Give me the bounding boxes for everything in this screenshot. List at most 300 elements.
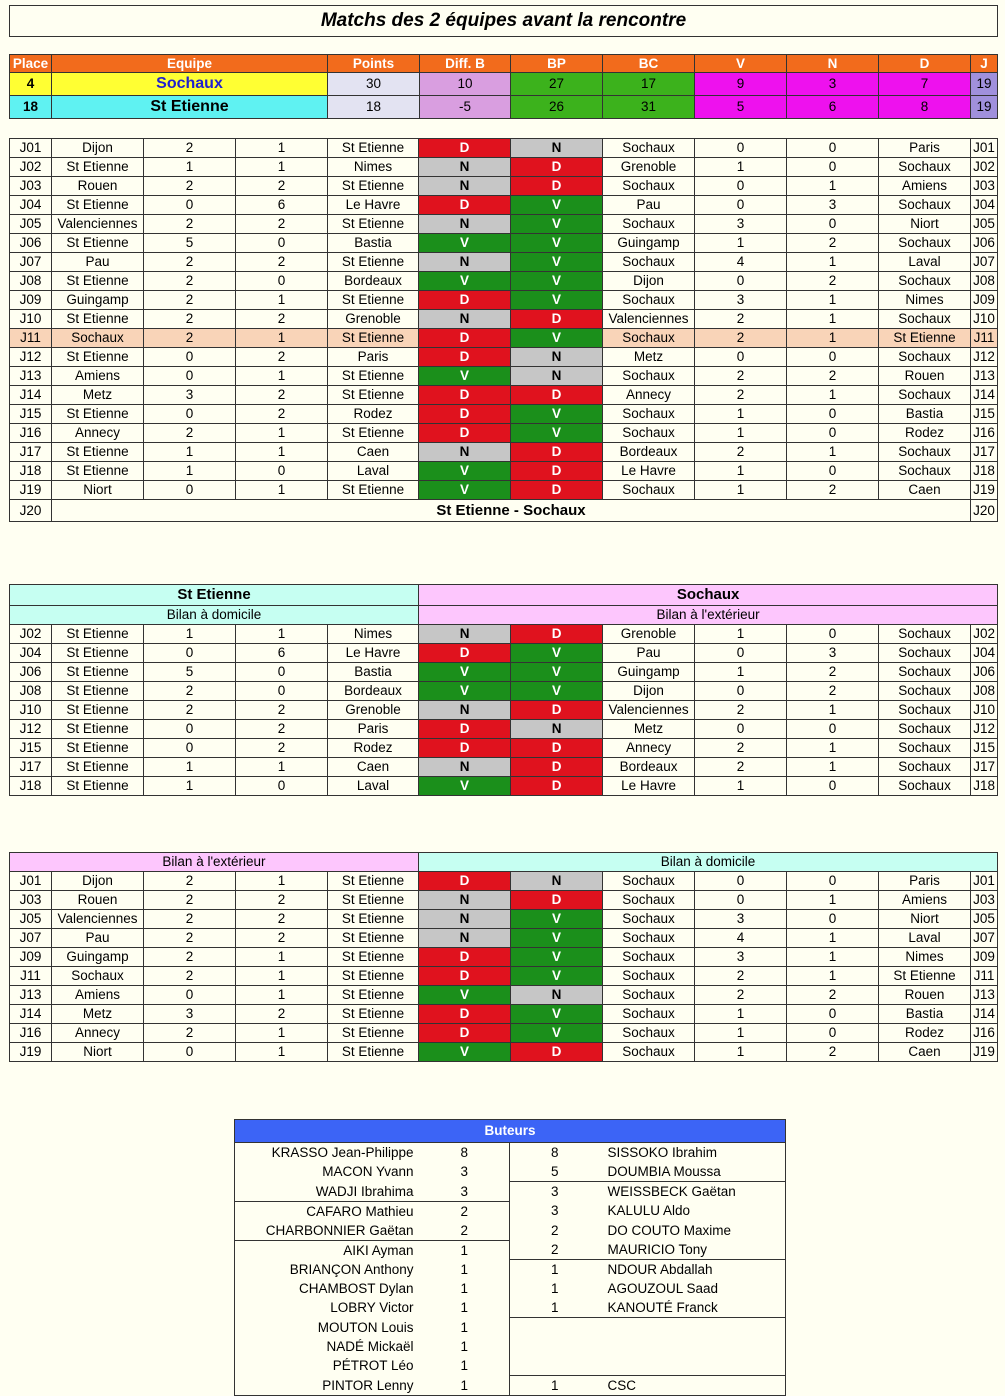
home-team: Annecy (603, 386, 695, 405)
scorer-goals (510, 1337, 600, 1356)
round-label: J17 (971, 758, 998, 777)
home-score: 5 (144, 234, 236, 253)
away-team: Caen (328, 758, 419, 777)
scorer-row (235, 1318, 786, 1338)
away-team: Sochaux (879, 348, 971, 367)
home-score: 1 (144, 777, 236, 796)
home-score: 2 (695, 310, 787, 329)
home-score: 2 (695, 986, 787, 1005)
scorer-goals: 1 (420, 1376, 510, 1396)
scorer-goals: 3 (420, 1182, 510, 1202)
match-row (10, 891, 998, 910)
home-score: 0 (695, 177, 787, 196)
round-label: J02 (971, 625, 998, 644)
away-team: Sochaux (879, 196, 971, 215)
away-score: 1 (787, 701, 879, 720)
section-sub-header-row (10, 853, 998, 872)
away-score: 1 (787, 948, 879, 967)
result-badge-sochaux: D (511, 758, 603, 777)
played: 19 (971, 73, 998, 96)
home-score: 1 (144, 158, 236, 177)
round-label: J16 (971, 424, 998, 443)
match-row (10, 1024, 998, 1043)
round-label: J13 (971, 986, 998, 1005)
away-team: St Etienne (328, 329, 419, 348)
home-team: Grenoble (603, 158, 695, 177)
away-team: Nimes (328, 158, 419, 177)
match-row (10, 910, 998, 929)
col-header-bp: BP (511, 55, 603, 73)
round-label: J05 (971, 910, 998, 929)
section-team-header-row (10, 585, 998, 606)
home-team: Sochaux (603, 367, 695, 386)
home-score: 3 (695, 215, 787, 234)
scorer-goals (510, 1318, 600, 1338)
result-badge-sochaux: D (511, 739, 603, 758)
result-badge-st-etienne: D (419, 948, 511, 967)
home-score: 0 (144, 644, 236, 663)
round-label: J09 (971, 291, 998, 310)
home-score: 0 (695, 348, 787, 367)
match-row (10, 986, 998, 1005)
home-team: Bordeaux (603, 758, 695, 777)
away-team: St Etienne (328, 910, 419, 929)
result-badge-sochaux: V (511, 644, 603, 663)
away-team: Bastia (879, 1005, 971, 1024)
result-badge-st-etienne: D (419, 872, 511, 891)
home-score: 2 (144, 929, 236, 948)
round-label: J01 (10, 872, 52, 891)
round-label: J16 (10, 1024, 52, 1043)
result-badge-st-etienne: D (419, 291, 511, 310)
home-score: 2 (144, 177, 236, 196)
away-score: 0 (236, 234, 328, 253)
home-team: St Etienne (52, 348, 144, 367)
scorer-name: CAFARO Mathieu (235, 1201, 420, 1221)
home-team: Metz (52, 386, 144, 405)
scorer-goals: 1 (420, 1356, 510, 1376)
result-badge-st-etienne: N (419, 625, 511, 644)
scorer-goals: 1 (420, 1318, 510, 1338)
away-team: Sochaux (879, 234, 971, 253)
home-team: Sochaux (603, 139, 695, 158)
home-score: 2 (144, 253, 236, 272)
away-team: St Etienne (328, 986, 419, 1005)
home-score: 1 (144, 758, 236, 777)
home-score: 1 (695, 663, 787, 682)
scorer-goals: 1 (550, 1281, 559, 1296)
result-badge-sochaux: D (511, 701, 603, 720)
away-score: 1 (787, 329, 879, 348)
away-score: 0 (787, 462, 879, 481)
result-badge-st-etienne: N (419, 177, 511, 196)
away-score: 1 (787, 386, 879, 405)
away-team: Grenoble (328, 310, 419, 329)
round-label: J19 (10, 481, 52, 500)
away-team: St Etienne (328, 948, 419, 967)
scorer-goals: 1 (420, 1298, 510, 1318)
scorer-name: PINTOR Lenny (235, 1376, 420, 1396)
away-score: 3 (787, 196, 879, 215)
place: 18 (10, 96, 52, 119)
home-team: Sochaux (603, 986, 695, 1005)
scorer-row (235, 1376, 786, 1396)
home-team: Sochaux (603, 424, 695, 443)
home-team: St Etienne (52, 196, 144, 215)
home-team: St Etienne (52, 234, 144, 253)
result-badge-sochaux: V (511, 910, 603, 929)
result-badge-sochaux: V (511, 1024, 603, 1043)
result-badge-st-etienne: D (419, 348, 511, 367)
result-badge-sochaux: V (511, 272, 603, 291)
home-team: Rouen (52, 891, 144, 910)
result-badge-sochaux: D (511, 310, 603, 329)
match-row (10, 625, 998, 644)
round-label: J14 (10, 1005, 52, 1024)
home-score: 1 (695, 777, 787, 796)
result-badge-st-etienne: N (419, 310, 511, 329)
team-name: Sochaux (52, 73, 328, 96)
scorer-name: CHAMBOST Dylan (298, 1281, 414, 1296)
away-score: 1 (787, 177, 879, 196)
result-badge-st-etienne: V (419, 462, 511, 481)
result-badge-sochaux: V (511, 291, 603, 310)
home-score: 0 (144, 367, 236, 386)
home-score: 2 (144, 424, 236, 443)
match-row (10, 386, 998, 405)
away-team: Rouen (879, 986, 971, 1005)
result-badge-st-etienne: D (419, 329, 511, 348)
home-team: Dijon (603, 682, 695, 701)
team-header-sochaux: Sochaux (419, 585, 998, 606)
home-score: 2 (144, 910, 236, 929)
away-team: St Etienne (328, 386, 419, 405)
round-label: J04 (10, 196, 52, 215)
result-badge-sochaux: D (511, 481, 603, 500)
away-team: Sochaux (879, 663, 971, 682)
home-team: St Etienne (52, 758, 144, 777)
round-label: J14 (971, 386, 998, 405)
round-label: J02 (10, 625, 52, 644)
sub-header-away: Bilan à l'extérieur (10, 853, 419, 872)
away-team: Nimes (879, 948, 971, 967)
home-score: 0 (695, 891, 787, 910)
home-score: 0 (695, 196, 787, 215)
away-score: 1 (236, 443, 328, 462)
col-header-team: Equipe (52, 55, 328, 73)
round-label: J10 (971, 701, 998, 720)
round-label: J13 (10, 367, 52, 386)
result-badge-st-etienne: N (419, 929, 511, 948)
home-team: Valenciennes (603, 310, 695, 329)
match-row (10, 272, 998, 291)
away-score: 0 (236, 663, 328, 682)
home-score: 2 (144, 291, 236, 310)
away-team: Sochaux (879, 272, 971, 291)
match-row (10, 701, 998, 720)
points: 30 (328, 73, 420, 96)
away-team: Sochaux (879, 462, 971, 481)
home-team: Sochaux (603, 891, 695, 910)
away-score: 6 (236, 644, 328, 663)
result-badge-sochaux: V (511, 405, 603, 424)
scorer-name: BRIANÇON Anthony (289, 1261, 414, 1277)
home-score: 2 (695, 967, 787, 986)
goals-for: 26 (511, 96, 603, 119)
round-label: J19 (971, 481, 998, 500)
away-score: 2 (236, 1005, 328, 1024)
losses: 8 (879, 96, 971, 119)
match-row (10, 367, 998, 386)
round-label: J05 (971, 215, 998, 234)
away-score: 1 (236, 139, 328, 158)
standings-header-row (10, 55, 998, 73)
round-label: J12 (971, 720, 998, 739)
home-team: St Etienne (52, 720, 144, 739)
away-score: 0 (787, 215, 879, 234)
away-team: Bastia (328, 234, 419, 253)
home-score: 1 (695, 481, 787, 500)
home-score: 1 (695, 625, 787, 644)
home-team: Annecy (52, 1024, 144, 1043)
home-score: 1 (695, 462, 787, 481)
away-score: 2 (236, 253, 328, 272)
home-score: 1 (144, 625, 236, 644)
scorer-name: CHARBONNIER Gaëtan (265, 1222, 414, 1238)
home-score: 2 (144, 215, 236, 234)
away-score: 1 (236, 758, 328, 777)
scorer-goals: 3 (550, 1203, 559, 1219)
result-badge-sochaux: N (511, 367, 603, 386)
scorer-row (235, 1201, 786, 1221)
result-badge-sochaux: V (511, 253, 603, 272)
round-label: J07 (971, 253, 998, 272)
home-team: St Etienne (52, 625, 144, 644)
home-score: 4 (695, 253, 787, 272)
round-label: J13 (10, 986, 52, 1005)
away-score: 1 (236, 986, 328, 1005)
away-score: 1 (787, 253, 879, 272)
away-score: 0 (787, 872, 879, 891)
result-badge-st-etienne: N (419, 253, 511, 272)
match-row (10, 310, 998, 329)
round-label: J11 (971, 967, 998, 986)
away-score: 1 (236, 625, 328, 644)
wins: 5 (695, 96, 787, 119)
home-team: Sochaux (603, 948, 695, 967)
away-score: 0 (236, 777, 328, 796)
home-team: Metz (603, 720, 695, 739)
scorer-name: KALULU Aldo (607, 1203, 691, 1219)
round-label: J03 (971, 891, 998, 910)
away-score: 2 (236, 891, 328, 910)
home-score: 2 (144, 967, 236, 986)
result-badge-st-etienne: N (419, 891, 511, 910)
scorer-name: WEISSBECK Gaëtan (600, 1182, 786, 1202)
round-label: J18 (971, 462, 998, 481)
home-score: 0 (144, 720, 236, 739)
match-row (10, 177, 998, 196)
result-badge-sochaux: N (511, 139, 603, 158)
match-row (10, 1043, 998, 1062)
result-badge-sochaux: V (511, 929, 603, 948)
round-label: J11 (10, 329, 52, 348)
away-score: 1 (236, 967, 328, 986)
match-row (10, 139, 998, 158)
away-score: 0 (787, 348, 879, 367)
col-header-points: Points (328, 55, 420, 73)
away-team: Nimes (328, 625, 419, 644)
away-team: Le Havre (328, 196, 419, 215)
scorer-name: DO COUTO Maxime (607, 1222, 732, 1238)
home-team: Sochaux (603, 910, 695, 929)
match-row (10, 481, 998, 500)
round-label: J15 (971, 405, 998, 424)
home-team: Niort (52, 1043, 144, 1062)
away-score: 0 (787, 424, 879, 443)
away-team: Sochaux (879, 644, 971, 663)
home-team: St Etienne (52, 462, 144, 481)
away-team: Nimes (879, 291, 971, 310)
result-badge-sochaux: N (511, 348, 603, 367)
scorers-title: Buteurs (235, 1120, 786, 1143)
round-label: J06 (10, 234, 52, 253)
away-score: 2 (236, 701, 328, 720)
away-team: St Etienne (879, 329, 971, 348)
away-score: 2 (236, 177, 328, 196)
result-badge-st-etienne: D (419, 405, 511, 424)
points: 18 (328, 96, 420, 119)
home-team: Annecy (603, 739, 695, 758)
away-team: Sochaux (879, 739, 971, 758)
scorer-goals: 3 (420, 1162, 510, 1182)
col-header-v: V (695, 55, 787, 73)
home-team: Sochaux (603, 967, 695, 986)
round-label: J05 (10, 910, 52, 929)
away-score: 0 (787, 405, 879, 424)
away-score: 1 (236, 158, 328, 177)
scorer-name: AGOUZOUL Saad (607, 1281, 719, 1296)
scorer-goals: 1 (420, 1337, 510, 1356)
result-badge-st-etienne: D (419, 424, 511, 443)
match-row (10, 1005, 998, 1024)
scorer-name (600, 1318, 786, 1338)
home-team: Amiens (52, 367, 144, 386)
home-team: Sochaux (603, 1005, 695, 1024)
result-badge-st-etienne: V (419, 367, 511, 386)
home-score: 2 (695, 367, 787, 386)
standings-row-sochaux (10, 73, 998, 96)
away-team: Bordeaux (328, 682, 419, 701)
result-badge-st-etienne: D (419, 644, 511, 663)
home-score: 2 (695, 758, 787, 777)
match-row (10, 253, 998, 272)
home-team: Sochaux (603, 291, 695, 310)
away-score: 1 (236, 1024, 328, 1043)
col-header-diff: Diff. B (420, 55, 511, 73)
scorers-table (234, 1119, 786, 1396)
result-badge-sochaux: V (511, 234, 603, 253)
home-team: Sochaux (603, 1043, 695, 1062)
result-badge-sochaux: D (511, 386, 603, 405)
away-score: 1 (236, 329, 328, 348)
home-score: 0 (695, 720, 787, 739)
home-score: 0 (144, 196, 236, 215)
away-score: 0 (787, 910, 879, 929)
round-label: J03 (10, 891, 52, 910)
scorer-goals (510, 1356, 600, 1376)
home-team: St Etienne (52, 644, 144, 663)
sub-header-away: Bilan à l'extérieur (419, 606, 998, 625)
col-header-j: J (971, 55, 998, 73)
away-team: Rodez (879, 424, 971, 443)
scorer-name: CSC (600, 1376, 786, 1396)
home-score: 3 (695, 910, 787, 929)
result-badge-sochaux: V (511, 424, 603, 443)
away-score: 2 (236, 405, 328, 424)
scorer-goals: 1 (420, 1240, 510, 1260)
home-team: Sochaux (603, 872, 695, 891)
result-badge-sochaux: V (511, 1005, 603, 1024)
section-sub-header-row (10, 606, 998, 625)
home-team: Sochaux (603, 1024, 695, 1043)
round-label: J16 (10, 424, 52, 443)
round-label: J12 (971, 348, 998, 367)
round-label: J02 (971, 158, 998, 177)
away-team: Paris (879, 872, 971, 891)
match-row (10, 158, 998, 177)
scorer-goals: 1 (510, 1376, 600, 1396)
result-badge-st-etienne: N (419, 758, 511, 777)
away-team: Laval (879, 929, 971, 948)
round-label: J01 (971, 872, 998, 891)
away-team: St Etienne (328, 215, 419, 234)
result-badge-st-etienne: V (419, 682, 511, 701)
round-label: J04 (971, 644, 998, 663)
match-row (10, 424, 998, 443)
away-team: St Etienne (328, 253, 419, 272)
result-badge-st-etienne: V (419, 481, 511, 500)
scorer-row (235, 1162, 786, 1182)
scorer-name: DOUMBIA Moussa (607, 1164, 721, 1179)
scorer-row (235, 1298, 786, 1318)
home-score: 2 (144, 682, 236, 701)
match-row (10, 682, 998, 701)
home-team: Sochaux (52, 967, 144, 986)
scorer-goals: 1 (420, 1279, 510, 1298)
away-score: 2 (236, 215, 328, 234)
result-badge-st-etienne: N (419, 701, 511, 720)
home-score: 0 (144, 739, 236, 758)
away-team: Rodez (328, 405, 419, 424)
away-score: 1 (236, 424, 328, 443)
home-score: 3 (144, 1005, 236, 1024)
home-team: Sochaux (603, 481, 695, 500)
away-team: Sochaux (879, 310, 971, 329)
result-badge-st-etienne: N (419, 215, 511, 234)
scorer-goals: 8 (420, 1143, 510, 1163)
col-header-d: D (879, 55, 971, 73)
away-score: 0 (787, 158, 879, 177)
next-match-label: St Etienne - Sochaux (52, 500, 971, 522)
result-badge-sochaux: D (511, 177, 603, 196)
home-score: 1 (144, 462, 236, 481)
home-team: St Etienne (52, 739, 144, 758)
scorer-name: KANOUTÉ Franck (607, 1300, 718, 1315)
wins: 9 (695, 73, 787, 96)
away-score: 1 (787, 929, 879, 948)
scorer-row (235, 1356, 786, 1376)
